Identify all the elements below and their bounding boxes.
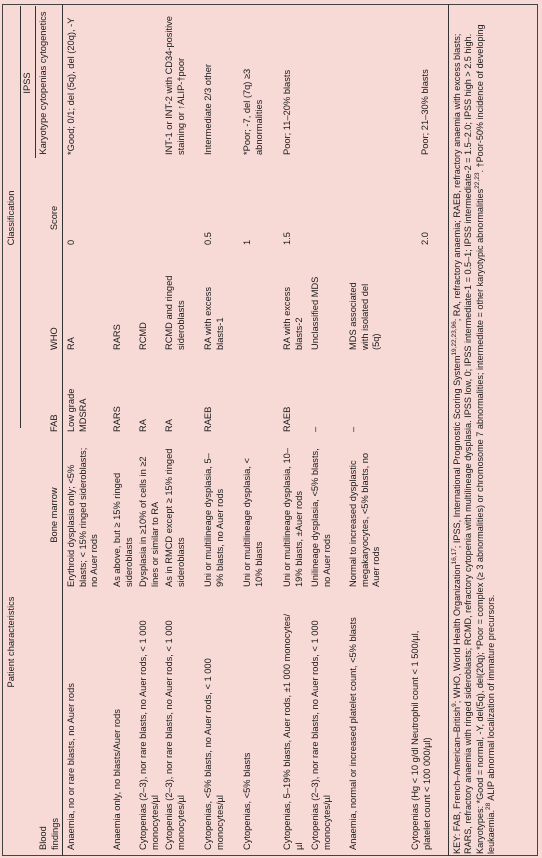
- fab-cell: RAEB: [203, 406, 213, 432]
- key-ref: 9: [450, 703, 458, 707]
- marrow-cell: Erythroid dysplasia only; <5% blasts; < 15% ringed sideroblasts; no Auer rods: [66, 447, 100, 587]
- blood-cell: Cytopenias (2–3), nor rare blasts, no Auer rods, < 1 000 monocytes/µl: [138, 620, 160, 850]
- key-ref: 22,23: [473, 172, 481, 189]
- fab-cell: RA: [138, 419, 148, 432]
- key-ref: 28: [485, 802, 493, 811]
- header-ipss: IPSS: [22, 72, 32, 94]
- key-text: ; WHO, World Health Organization: [452, 564, 462, 704]
- fab-cell: –: [348, 426, 358, 432]
- header-classification: Classification: [6, 190, 16, 246]
- header-who: WHO: [49, 327, 59, 350]
- score-cell: 0: [66, 239, 76, 245]
- header-blood: Blood findings: [38, 817, 60, 850]
- marrow-cell: Uni or multilineage dysplasia, < 10% blasts: [242, 458, 264, 587]
- blood-cell: Cytopenias (Hg < 10 g/dl Neutrophil count < 1 500/µl, platelet count < 100 000/µl): [410, 630, 432, 850]
- blood-cell: Anaemia, normal or increased platelet count, <5% blasts: [348, 617, 358, 850]
- who-cell: RA with excess blasts-2: [282, 286, 304, 350]
- header-patient: Patient characteristics: [6, 596, 16, 688]
- who-cell: RCMD: [138, 322, 148, 350]
- fab-cell: Low grade MDSRA: [66, 388, 88, 432]
- who-cell: RCMD and ringed sideroblasts: [164, 275, 186, 350]
- blood-cell: Cytopenias, <5% blasts: [242, 752, 252, 850]
- blood-cell: Anaemia, no or rare blasts, no Auer rods: [66, 683, 76, 850]
- key-text: KEY: FAB, French–American–British: [452, 706, 462, 854]
- blood-cell: Cytopenias (2–3), nor rare blasts, no Auer rods, < 1 000 monocytes/µl: [310, 620, 332, 850]
- marrow-cell: Uni or multilineage dysplasia, 10–19% blasts, ±Auer rods: [282, 447, 304, 587]
- table-key: [452, 12, 498, 854]
- header-marrow: Bone marrow: [49, 487, 59, 543]
- marrow-cell: Uni or multilineage dysplasia, 5–9% blasts, no Auer rods: [203, 453, 225, 587]
- key-text: . †Poor-50% incidence of developing leukaemia.: [474, 24, 497, 854]
- key-ref: 19,22,23,96: [450, 321, 458, 356]
- who-cell: MDS associated with isolated del (5q): [348, 282, 382, 350]
- marrow-cell: As in RMCD except ≥ 15% ringed sideroblasts: [164, 448, 186, 587]
- karyotype-cell: Poor; 21–30% blasts: [420, 69, 430, 155]
- who-cell: RARS: [112, 324, 122, 350]
- marrow-cell: Dysplasia in ≥10% of cells in ≥2 lines or similar to RA: [138, 456, 160, 587]
- karyotype-cell: *Poor; -7, del (7q) ≥3 abnormalities: [242, 68, 264, 155]
- who-cell: RA with excess blasts-1: [203, 286, 225, 350]
- blood-cell: Cytopenias, <5% blasts, no Auer rods, < 1 000 monocytes/µl: [203, 658, 225, 850]
- karyotype-cell: Poor; 11–20% blasts: [282, 69, 292, 155]
- score-cell: 1: [242, 239, 252, 245]
- blood-cell: Cytopenias, 5–19% blasts, Auer rods, ±1 000 monocytes/µl: [282, 613, 304, 850]
- key-text: ALIP abnormal localization of immature precursors.: [486, 594, 497, 803]
- score-cell: 2.0: [420, 232, 430, 245]
- key-ref: 16,17: [450, 548, 458, 565]
- karyotype-cell: *Good; 0/1; del (5q), del (20q), -Y: [66, 17, 76, 155]
- score-cell: 0.5: [203, 232, 213, 245]
- fab-cell: –: [310, 426, 320, 432]
- karyotype-cell: Intermediate 2/3 other: [203, 64, 213, 155]
- fab-cell: RA: [164, 419, 174, 432]
- fab-cell: RAEB: [282, 406, 292, 432]
- header-score: Score: [49, 205, 59, 231]
- header-rule-3: [62, 4, 63, 856]
- key-text: ; RA, refractory anaemia; RAEB, refractory anaemia with excess blasts; RARS, refractory anaemia with ringed sideroblasts; RCMD, refractory cytopenia with multilineage dysplasia. IPSS low, 0; IPSS intermediate-1 = 0.5–1; IPSS intermediate-2 = 1.5–2.0; IPSS high > 2.5 high. Karyotypes: *Good = normal, -Y, del(5q), del(20q); *Poor = complex (≥ 3 abnormalities) or chromosome 7 abnormalities; intermediate = other karyotypic abnormalities: [452, 33, 485, 854]
- marrow-cell: Unilineage dysplasia, <5% blasts, no Auer rods: [310, 448, 332, 587]
- karyotype-cell: INT-1 or INT-2 with CD34-positive staining or ↑ALIP-†poor: [164, 16, 186, 155]
- score-cell: 1.5: [282, 232, 292, 245]
- header-rule-1: [20, 6, 21, 428]
- who-cell: Unclassified MDS: [310, 276, 320, 350]
- header-karyotype: Karyotype cytopenias cytogenetics: [38, 11, 48, 155]
- marrow-cell: As above, but ≥ 15% ringed sideroblasts: [112, 472, 134, 587]
- key-rule: [448, 4, 449, 856]
- blood-cell: Cytopenias (2–3), nor rare blasts, no Auer rods, < 1 000 monocytes/µl: [164, 620, 186, 850]
- marrow-cell: Normal to increased dysplastic megakaryocytes, <5% blasts, no Auer rods: [348, 452, 382, 587]
- who-cell: RA: [66, 337, 76, 350]
- header-fab: FAB: [49, 414, 59, 432]
- blood-cell: Anaemia only, no blasts/Auer rods: [112, 709, 122, 850]
- fab-cell: RARS: [112, 406, 122, 432]
- key-text: ; IPSS, International Prognostic Scoring System: [452, 355, 462, 549]
